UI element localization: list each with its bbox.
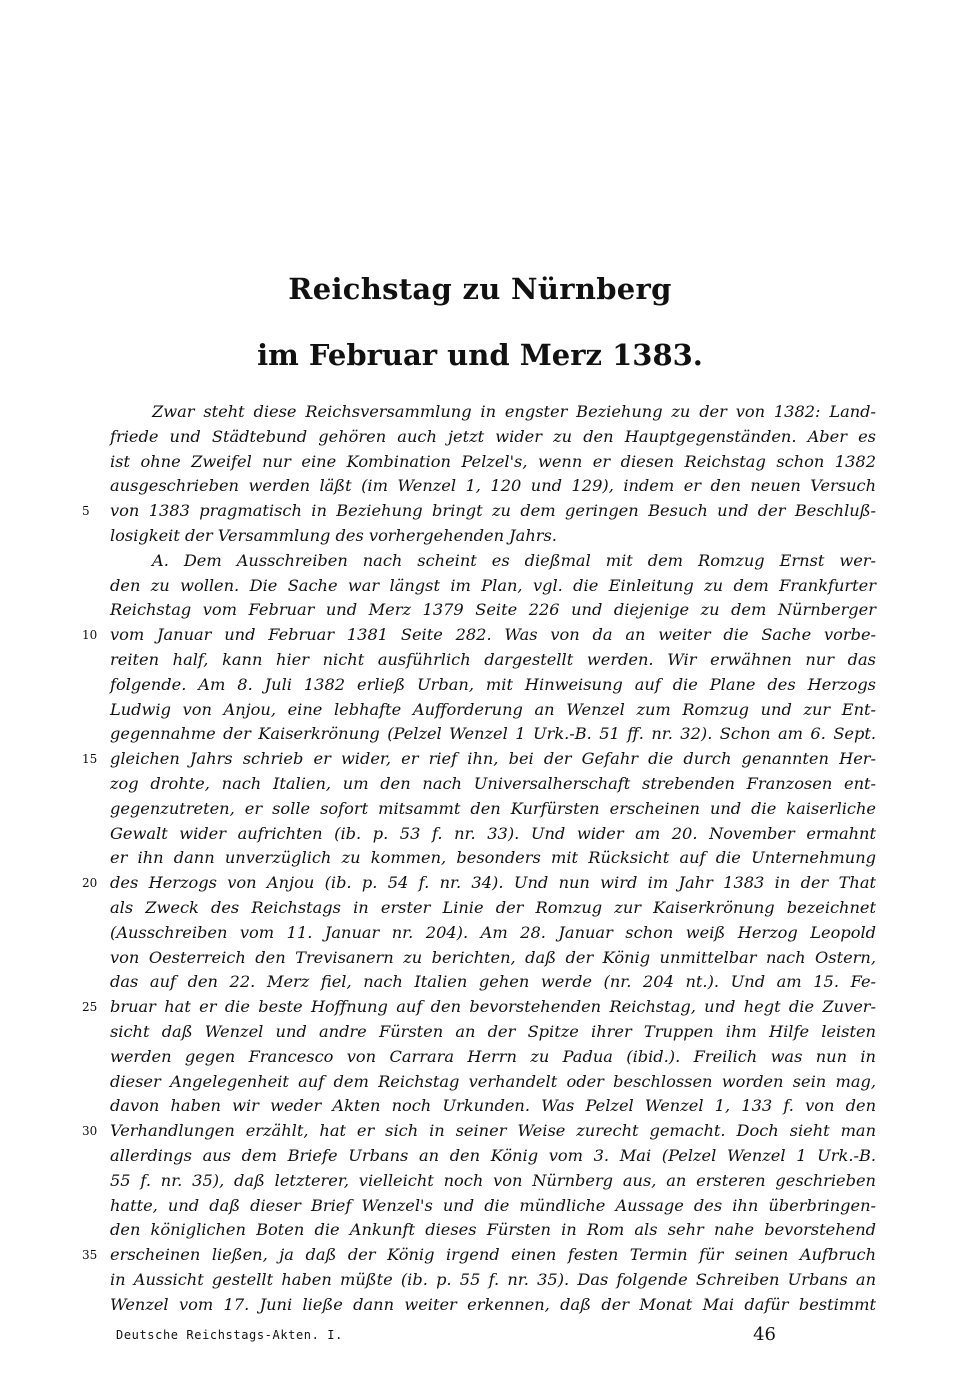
line-text: das auf den 22. Merz fiel, nach Italien gehen werde (nr. 204 nt.). Und am 15. Fe- — [110, 972, 876, 992]
line-text: zog drohte, nach Italien, um den nach Universalherschaft strebenden Franzosen ent- — [110, 773, 876, 793]
text-line — [110, 1094, 876, 1119]
text-line — [82, 995, 876, 1020]
text-line — [110, 1169, 876, 1194]
text-line — [82, 871, 876, 896]
line-text: gleichen Jahrs schrieb er wider, er rief ihn, bei der Gefahr die durch genannten Her- — [110, 749, 876, 769]
line-text: (Ausschreiben vom 11. Januar nr. 204). Am 28. Januar schon weiß Herzog Leopold — [110, 922, 876, 942]
text-line — [110, 574, 876, 599]
body-text — [82, 400, 876, 1317]
text-line — [110, 450, 876, 475]
text-line — [110, 524, 876, 549]
line-number: 15 — [82, 752, 98, 767]
text-line — [110, 425, 876, 450]
text-line — [110, 722, 876, 747]
page-footer — [116, 1324, 776, 1350]
line-text: bruar hat er die beste Hoffnung auf den bevorstehenden Reichstag, und hegt die Zuver- — [110, 997, 876, 1017]
text-line — [82, 1243, 876, 1268]
text-line — [110, 698, 876, 723]
running-footer-title: Deutsche Reichstags-Akten. I. — [116, 1328, 343, 1342]
line-text: vom Januar und Februar 1381 Seite 282. Was von da an weiter die Sache vorbe- — [110, 625, 876, 645]
line-text: Wenzel vom 17. Juni ließe dann weiter erkennen, daß der Monat Mai dafür bestimmt — [110, 1294, 876, 1314]
line-text: Zwar steht diese Reichsversammlung in engster Beziehung zu der von 1382: Land- — [152, 402, 876, 421]
line-text: erscheinen ließen, ja daß der König irgend einen festen Termin für seinen Aufbruch — [110, 1245, 876, 1265]
line-number: 10 — [82, 628, 98, 643]
heading-title: Reichstag zu Nürnberg — [288, 272, 672, 306]
line-text: den königlichen Boten die Ankunft dieses Fürsten in Rom als sehr nahe bevorstehend — [110, 1220, 876, 1240]
line-text: des Herzogs von Anjou (ib. p. 54 f. nr. 34). Und nun wird im Jahr 1383 in der That — [110, 873, 876, 893]
heading-subtitle: im Februar und Merz 1383. — [257, 338, 703, 372]
text-line — [110, 673, 876, 698]
text-line — [110, 896, 876, 921]
line-number: 30 — [82, 1124, 98, 1139]
line-text: Gewalt wider aufrichten (ib. p. 53 f. nr. 33). Und wider am 20. November ermahnt — [110, 823, 876, 843]
line-text: Reichstag vom Februar und Merz 1379 Seite 226 und diejenige zu dem Nürnberger — [110, 600, 876, 620]
line-text: allerdings aus dem Briefe Urbans an den König vom 3. Mai (Pelzel Wenzel 1 Urk.-B. — [110, 1145, 876, 1165]
text-line — [110, 1020, 876, 1045]
text-line — [110, 772, 876, 797]
text-line — [82, 747, 876, 772]
text-line — [110, 474, 876, 499]
text-line — [82, 1119, 876, 1144]
line-text: Verhandlungen erzählt, hat er sich in seiner Weise zurecht gemacht. Doch sieht man — [110, 1121, 876, 1141]
text-line — [110, 648, 876, 673]
line-text: hatte, und daß dieser Brief Wenzel's und die mündliche Aussage des ihn überbringen- — [110, 1195, 876, 1215]
text-line — [110, 946, 876, 971]
text-line — [110, 1268, 876, 1293]
text-line — [110, 1070, 876, 1095]
text-line — [110, 1045, 876, 1070]
text-line — [110, 822, 876, 847]
text-line — [82, 499, 876, 524]
text-line — [110, 1194, 876, 1219]
text-line — [110, 970, 876, 995]
line-text: ist ohne Zweifel nur eine Kombination Pelzel's, wenn er diesen Reichstag schon 1382 — [110, 451, 876, 471]
text-line — [110, 549, 876, 574]
text-line — [110, 1293, 876, 1318]
line-text: dieser Angelegenheit auf dem Reichstag verhandelt oder beschlossen worden sein mag, — [110, 1071, 876, 1091]
line-text: ausgeschrieben werden läßt (im Wenzel 1, 120 und 129), indem er den neuen Versuch — [110, 476, 876, 496]
line-text: sicht daß Wenzel und andre Fürsten an der Spitze ihrer Truppen ihm Hilfe leisten — [110, 1021, 876, 1041]
line-number: 20 — [82, 876, 98, 891]
page-number: 46 — [753, 1324, 776, 1345]
line-text: folgende. Am 8. Juli 1382 erließ Urban, mit Hinweisung auf die Plane des Herzogs — [110, 674, 876, 694]
line-text: gegennahme der Kaiserkrönung (Pelzel Wenzel 1 Urk.-B. 51 ff. nr. 32). Schon am 6. Sept. — [110, 724, 876, 744]
text-line — [110, 1218, 876, 1243]
text-line — [110, 921, 876, 946]
text-line — [110, 846, 876, 871]
line-text: friede und Städtebund gehören auch jetzt wider zu den Hauptgegenständen. Aber es — [110, 426, 876, 446]
line-text: in Aussicht gestellt haben müßte (ib. p. 55 f. nr. 35). Das folgende Schreiben Urbans an — [110, 1269, 876, 1289]
text-line — [110, 797, 876, 822]
line-text: von 1383 pragmatisch in Beziehung bringt zu dem geringen Besuch und der Beschluß- — [110, 501, 876, 521]
line-text: Ludwig von Anjou, eine lebhafte Aufforderung an Wenzel zum Romzug und zur Ent- — [110, 699, 876, 719]
line-text: A. Dem Ausschreiben nach scheint es dießmal mit dem Romzug Ernst wer- — [152, 550, 876, 570]
line-text: den zu wollen. Die Sache war längst im Plan, vgl. die Einleitung zu dem Frankfurter — [110, 575, 876, 595]
line-number: 25 — [82, 1000, 98, 1015]
line-text: 55 f. nr. 35), daß letzterer, vielleicht noch von Nürnberg aus, an ersteren geschrieben — [110, 1170, 876, 1190]
line-text: als Zweck des Reichstags in erster Linie der Romzug zur Kaiserkrönung bezeichnet — [110, 897, 876, 917]
text-line — [110, 400, 876, 425]
text-line — [82, 623, 876, 648]
line-number: 5 — [82, 504, 90, 519]
text-line — [110, 1144, 876, 1169]
line-text: davon haben wir weder Akten noch Urkunden. Was Pelzel Wenzel 1, 133 f. von den — [110, 1096, 876, 1116]
line-text: er ihn dann unverzüglich zu kommen, besonders mit Rücksicht auf die Unternehmung — [110, 848, 876, 868]
line-text: gegenzutreten, er solle sofort mitsammt den Kurfürsten erscheinen und die kaiserliche — [110, 798, 876, 818]
line-text: werden gegen Francesco von Carrara Herrn zu Padua (ibid.). Freilich was nun in — [110, 1046, 876, 1066]
line-text: losigkeit der Versammlung des vorhergehenden Jahrs. — [110, 525, 557, 545]
text-line — [110, 598, 876, 623]
line-number: 35 — [82, 1248, 98, 1263]
line-text: reiten half, kann hier nicht ausführlich dargestellt werden. Wir erwähnen nur das — [110, 649, 876, 669]
line-text: von Oesterreich den Trevisanern zu berichten, daß der König unmittelbar nach Ostern, — [110, 947, 876, 967]
